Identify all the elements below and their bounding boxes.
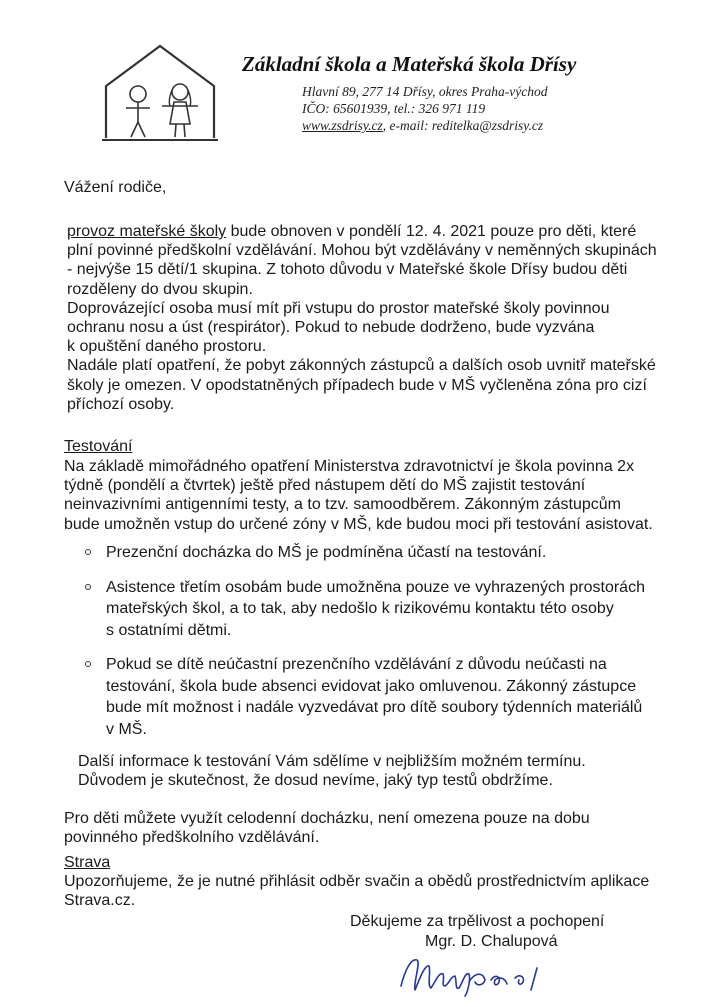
greeting: Vážení rodiče,: [64, 179, 167, 196]
paragraph-line: příchozí osoby.: [67, 395, 175, 413]
paragraph-line: Pro děti můžete využít celodenní docházku, není omezena pouze na dobu: [64, 810, 590, 827]
paragraph-line: Strava.cz.: [64, 892, 136, 910]
paragraph-line: Na základě mimořádného opatření Ministerstva zdravotnictví je škola povinna 2x: [64, 458, 635, 475]
paragraph-line: Doprovázející osoba musí mít při vstupu do prostor mateřské školy povinnou: [67, 299, 610, 317]
bullet-circle-icon: [85, 661, 91, 667]
paragraph-line: k opuštění daného prostoru.: [67, 338, 267, 356]
signatory-name: Mgr. D. Chalupová: [425, 933, 558, 950]
strava-heading: Strava: [64, 854, 111, 871]
bullet-circle-icon: [85, 549, 91, 555]
school-logo-icon: [98, 42, 222, 150]
paragraph-line: - nejvýše 15 dětí/1 skupina. Z tohoto důvodu v Mateřské škole Dřísy budou děti: [67, 261, 628, 279]
paragraph-line: školy je omezen. V opodstatněných případech bude v MŠ vyčleněna zóna pro cizí: [67, 376, 647, 394]
paragraph-line: týdně (pondělí a čtvrtek) ještě před nástupem dětí do MŠ zajistit testování: [64, 477, 586, 495]
paragraph-strava: [64, 872, 649, 910]
paragraph-line: plní povinné předškolní vzdělávání. Mohou být vzdělávány v neměnných skupinách: [67, 242, 657, 260]
paragraph-line: rozděleny do dvou skupin.: [67, 280, 253, 298]
school-header: [236, 52, 696, 134]
paragraph-line: Důvodem je skutečnost, že dosud nevíme, jaký typ testů obdržíme.: [78, 772, 553, 790]
bullet-item: Pokud se dítě neúčastní prezenčního vzdělávání z důvodu neúčasti na testování, škola bude absenci evidovat jako omluvenou. Zákonný zástupce bude mít možnost i nadále vyzvedávat pro dítě soubory týdenních materiálů v MŠ.: [72, 654, 692, 740]
paragraph-line: Další informace k testování Vám sdělíme v nejbližším možném termínu.: [78, 753, 586, 770]
kindergarten-operation-link: provoz mateřské školy: [67, 223, 227, 240]
paragraph-line: provoz mateřské školy bude obnoven v pondělí 12. 4. 2021 pouze pro děti, které: [67, 223, 637, 240]
paragraph-line: Upozorňujeme, že je nutné přihlásit odběr svačin a obědů prostřednictvím aplikace: [64, 873, 650, 890]
school-ico-phone: IČO: 65601939, tel.: 326 971 119: [302, 101, 486, 116]
paragraph-line: ochranu nosu a úst (respirátor). Pokud to nebude dodrženo, bude vyzvána: [67, 319, 595, 337]
bullet-item: Prezenční docházka do MŠ je podmíněna účastí na testování.: [72, 542, 692, 564]
handwritten-signature-icon: [395, 950, 560, 998]
school-web-link[interactable]: www.zsdrisy.cz: [302, 118, 383, 133]
school-email: , e-mail: reditelka@zsdrisy.cz: [382, 118, 544, 133]
testing-heading: Testování: [64, 438, 133, 455]
paragraph-line: neinvazivními antigenními testy, a to tzv. samoodběrem. Zákonným zástupcům: [64, 496, 621, 514]
school-address: Hlavní 89, 277 14 Dřísy, okres Praha-východ: [302, 84, 548, 99]
school-name: Základní škola a Mateřská škola Dřísy: [242, 52, 577, 76]
paragraph-operation: [67, 222, 657, 414]
paragraph-line: Nadále platí opatření, že pobyt zákonných zástupců a dalších osob uvnitř mateřské: [67, 357, 656, 375]
school-contact: [302, 117, 696, 134]
paragraph-line: bude umožněn vstup do určené zóny v MŠ, kde budou moci při testování asistovat.: [64, 515, 653, 533]
paragraph-line: povinného předškolního vzdělávání.: [64, 829, 320, 847]
paragraph-attendance: [64, 809, 590, 847]
closing-thanks: Děkujeme za trpělivost a pochopení: [350, 913, 605, 930]
paragraph-further-info: [78, 752, 586, 790]
testing-bullet-list: [72, 542, 692, 740]
bullet-item: Asistence třetím osobám bude umožněna pouze ve vyhrazených prostorách mateřských škol, a to tak, aby nedošlo k rizikovému kontaktu této osoby s ostatními dětmi.: [72, 577, 692, 642]
paragraph-testing: [64, 457, 653, 534]
bullet-circle-icon: [85, 584, 91, 590]
